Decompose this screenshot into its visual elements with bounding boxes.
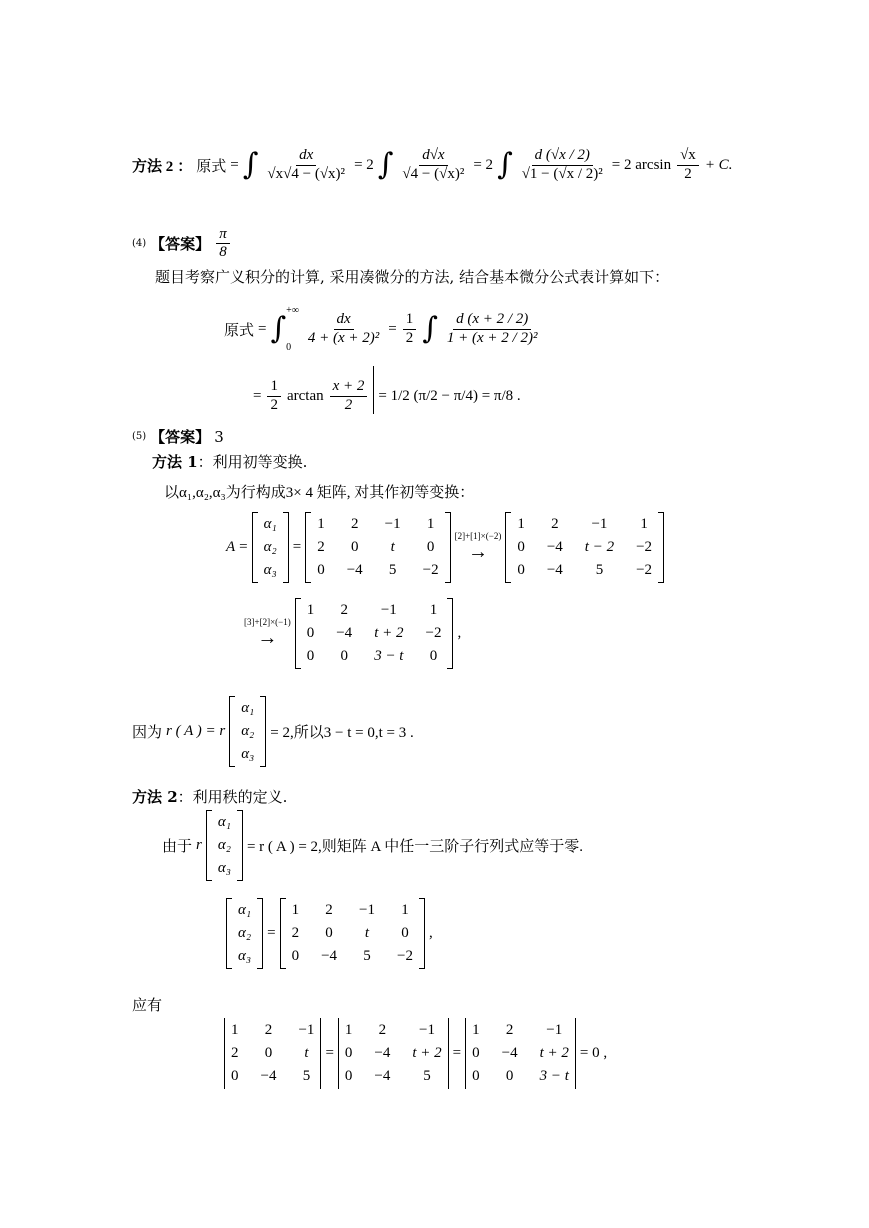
matrix-cell: −2 (422, 562, 439, 578)
matrix-cell: −4 (346, 562, 363, 578)
matrix-cell: 0 (317, 562, 325, 578)
original-expression-label: 原式 (196, 158, 227, 175)
alpha-vector (252, 512, 289, 583)
alpha-matrix-equation: α₁ α₂ α₃ = 1 2 −1 1 2 0 t 0 0 −4 5 −2 , (226, 898, 433, 969)
q5-answer-line (132, 426, 224, 447)
matrix-cell: −1 (419, 1022, 435, 1038)
q5-intro: 以α₁,α₂,α₃为行构成3× 4 矩阵, 对其作初等变换： (164, 485, 475, 501)
vector-entry: α₁ (217, 814, 231, 830)
matrix-cell: 1 (472, 1022, 480, 1038)
matrix-transform-row-2: [3]+[2]×(−1) → 1 2 −1 1 0 −4 t + 2 −2 0 0 3 − t 0 , (244, 598, 461, 669)
matrix-cell: 5 (595, 562, 604, 578)
matrix-cell: 2 (340, 602, 348, 618)
matrix-cell: 0 (291, 948, 300, 964)
vector-entry: α₁ (263, 516, 277, 532)
matrix-cell: −1 (298, 1022, 315, 1038)
vector-entry: α₃ (263, 562, 277, 578)
matrix-cell: 3 − t (374, 648, 404, 664)
matrix-cell: 1 (426, 516, 435, 532)
rank-definition-line: 由于 r α₁ α₂ α₃ = r ( A ) = 2,则矩阵 A 中任一三阶子行列式应等于零. (162, 810, 583, 881)
matrix-cell: −4 (546, 539, 563, 555)
q4-integral-line-2: = $\frac{1}{2}$ arctan $\frac{x + 2}{2}$ = 1/2 (π/2 − π/4) = π/8 . (253, 366, 521, 426)
matrix-cell: 0 (472, 1068, 480, 1084)
fraction-3: $\frac{d (√x / 2)}{\text{√1 − (√x / 2)²}}$ (521, 147, 603, 182)
matrix-cell: 1 (291, 902, 300, 918)
matrix-cell: 2 (505, 1022, 514, 1038)
matrix-cell: t + 2 (539, 1045, 569, 1061)
matrix-cell: t (390, 539, 395, 555)
fraction-dx: $\frac{dx}{\text{4 + (x + 2)²}}$ (307, 311, 380, 346)
q5-method2-line: 方法 2：利用秩的定义. (132, 788, 288, 806)
matrix-cell: 0 (505, 1068, 514, 1084)
matrix-cell: 0 (306, 625, 315, 641)
vector-entry: α₂ (263, 539, 277, 555)
method1-label: 方法 1 (152, 453, 198, 471)
matrix-cell: 1 (231, 1022, 239, 1038)
matrix-cell: −4 (374, 1068, 391, 1084)
determinant-2 (338, 1018, 449, 1089)
matrix-3 (295, 598, 454, 669)
matrix-cell: 0 (429, 648, 438, 664)
matrix-cell: t (304, 1045, 309, 1061)
matrix-cell: 1 (344, 1022, 353, 1038)
matrix-cell: −4 (374, 1045, 391, 1061)
matrix-cell: t − 2 (584, 539, 615, 555)
fraction-1: $\frac{dx}{\text{√x√4 − (√x)²}}$ (267, 147, 346, 182)
matrix-cell: 1 (317, 516, 325, 532)
arrow-icon: → (467, 541, 488, 563)
answer-label: 【答案】 (150, 235, 211, 254)
q4-answer-fraction: $\frac{\pi}{8}$ (216, 226, 230, 262)
method2-label: 方法 2 (132, 788, 178, 806)
matrix-cell: 0 (517, 539, 525, 555)
matrix-cell: 2 (264, 1022, 273, 1038)
fraction-substitution: $\frac{d (x + 2 / 2)}{\text{1 + (x + 2 / 2)²}}$ (446, 311, 538, 346)
vector-entry: α₃ (241, 746, 255, 762)
matrix-cell: 1 (306, 602, 315, 618)
matrix-cell: 5 (388, 562, 397, 578)
matrix-cell: 2 (317, 539, 325, 555)
should-have: 应有 (132, 996, 163, 1014)
matrix-cell: 2 (378, 1022, 387, 1038)
matrix-cell: 5 (423, 1068, 431, 1084)
matrix-cell: −2 (636, 562, 653, 578)
rank-conclusion-line: 因为 r ( A ) = r α₁ α₂ α₃ = 2,所以3 − t = 0,t = 3 . (132, 696, 414, 767)
coef-half: $\frac{1}{2}$ (403, 311, 417, 347)
matrix-cell: −2 (425, 625, 442, 641)
matrix-cell: 1 (429, 602, 438, 618)
row-op-2: [3]+[2]×(−1) (244, 617, 291, 627)
vector-entry: α₁ (238, 902, 252, 918)
vector-entry: α₁ (241, 700, 255, 716)
matrix-cell: 0 (344, 1045, 353, 1061)
alpha-vector (226, 898, 263, 969)
determinant-chain: 1 2 −1 2 0 t 0 −4 5 = 1 2 −1 0 −4 t + 2 0 −4 5 = 1 2 −1 0 −4 t + 2 0 0 3 − t = 0 , (224, 1018, 607, 1089)
integral-sign: ∫ (242, 147, 259, 182)
integral-sign: ∫ (270, 311, 287, 346)
matrix-cell: 0 (350, 539, 359, 555)
fraction-2: $\frac{d√x}{\text{√4 − (√x)²}}$ (402, 147, 465, 182)
matrix-cell: −1 (546, 1022, 563, 1038)
matrix-cell: 1 (640, 516, 648, 532)
matrix-cell: 0 (401, 925, 409, 941)
vector-entry: α₃ (238, 948, 252, 964)
matrix-cell: −2 (636, 539, 653, 555)
matrix-transform-row-1: A = α₁ α₂ α₃ = 1 2 −1 1 2 0 t 0 0 −4 5 −2 [2]+[1]×(−2) → 1 2 −1 1 0 −4 t − 2 −2 0 −4 5 −2 (226, 512, 664, 583)
answer-label: 【答案】 (150, 428, 211, 446)
matrix-cell: 0 (325, 925, 333, 941)
matrix-cell: −4 (260, 1068, 277, 1084)
matrix-cell: 0 (517, 562, 525, 578)
matrix-1 (305, 512, 450, 583)
fraction-4: $\frac{√x}{2}$ (677, 147, 699, 183)
matrix-cell: 3 − t (539, 1068, 569, 1084)
method2-integral-line: 方法 2 ： 原式 = ∫ $\frac{dx}{\text{√x√4 − (√x)²}}$ = 2 ∫ $\frac{d√x}{\text{√4 − (√x)²}}$ = 2 ∫ $\frac{d (√x / 2)}{\text{√1 − (√x / 2)²}}$ = 2 arcsin $\frac{√x}{2}$ + C. (132, 147, 733, 182)
arrow-icon: → (257, 627, 278, 649)
alpha-vector (206, 810, 243, 881)
matrix-cell: 1 (517, 516, 525, 532)
vector-entry: α₃ (217, 860, 231, 876)
matrix-2 (505, 512, 664, 583)
matrix-original (280, 898, 425, 969)
q4-answer-line (132, 226, 232, 262)
determinant-3 (465, 1018, 576, 1089)
matrix-cell: t + 2 (412, 1045, 442, 1061)
matrix-cell: 2 (291, 925, 300, 941)
matrix-cell: 0 (231, 1068, 239, 1084)
matrix-cell: t (364, 925, 370, 941)
matrix-cell: 0 (340, 648, 348, 664)
q4-number: (4) (132, 238, 147, 250)
vector-entry: α₂ (217, 837, 231, 853)
matrix-cell: −2 (397, 948, 413, 964)
q5-method1-line: 方法 1：利用初等变换. (152, 453, 308, 471)
matrix-cell: 2 (350, 516, 359, 532)
matrix-cell: 5 (302, 1068, 311, 1084)
row-op-1: [2]+[1]×(−2) (454, 531, 502, 541)
matrix-cell: −1 (384, 516, 401, 532)
determinant-1 (224, 1018, 321, 1089)
matrix-cell: 2 (325, 902, 333, 918)
matrix-cell: −1 (380, 602, 397, 618)
q4-intro: 题目考察广义积分的计算, 采用凑微分的方法, 结合基本微分公式表计算如下： (155, 268, 670, 286)
matrix-cell: 0 (306, 648, 315, 664)
matrix-cell: 5 (363, 948, 371, 964)
matrix-cell: 2 (551, 516, 559, 532)
matrix-cell: 2 (231, 1045, 239, 1061)
method2-label: 方法 2 (132, 158, 174, 175)
matrix-cell: −4 (501, 1045, 518, 1061)
matrix-cell: −4 (321, 948, 338, 964)
matrix-cell: 0 (344, 1068, 353, 1084)
matrix-cell: −1 (359, 902, 375, 918)
matrix-cell: −1 (591, 516, 608, 532)
matrix-cell: −4 (336, 625, 353, 641)
matrix-cell: t + 2 (374, 625, 404, 641)
q5-answer: 3 (214, 427, 224, 446)
matrix-cell: 1 (401, 902, 409, 918)
matrix-cell: 0 (264, 1045, 273, 1061)
alpha-vector (229, 696, 266, 767)
q5-number: (5) (132, 431, 147, 442)
q4-integral-line-1: 原式 = ∫ +∞ 0 $\frac{dx}{\text{4 + (x + 2)²}}$ = $\frac{1}{2}$ ∫ $\frac{d (x + 2 / 2)}{\text{1 + (x + 2 / 2)²}}$ (224, 290, 542, 368)
matrix-cell: −4 (546, 562, 563, 578)
vector-entry: α₂ (241, 723, 255, 739)
vector-entry: α₂ (238, 925, 252, 941)
matrix-cell: 0 (472, 1045, 480, 1061)
matrix-cell: 0 (426, 539, 435, 555)
